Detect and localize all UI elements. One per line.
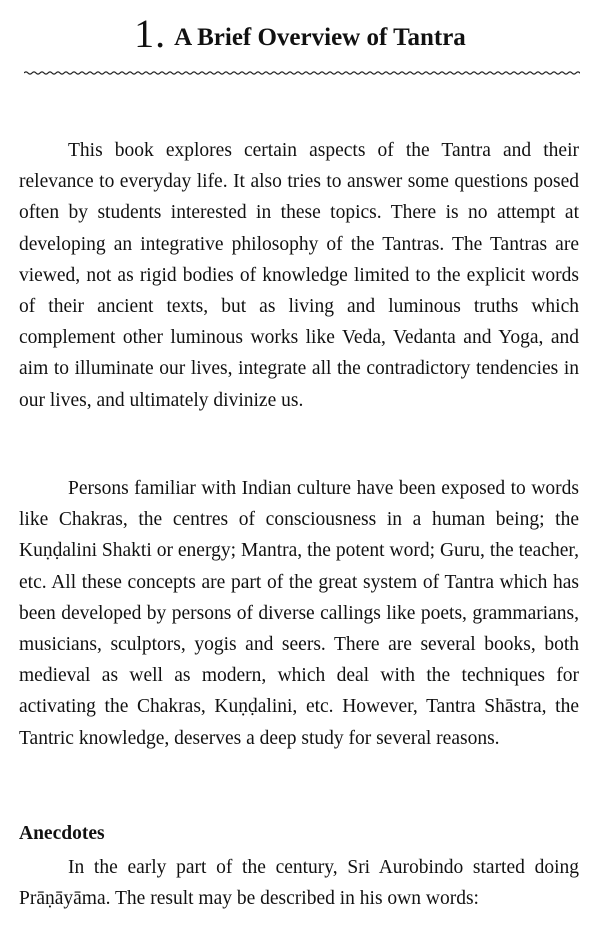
chapter-heading [0, 11, 600, 56]
wavy-divider [24, 66, 580, 80]
body-paragraph-1: This book explores certain aspects of the Tantra and their relevance to everyday life. It also tries to answer some questions posed often by students interested in these topics. There is no attempt at developing an integrative philosophy of the Tantras. The Tantras are viewed, not as rigid bodies of knowledge limited to the explicit words of their ancient texts, but as living and luminous truths which complement other luminous works like Veda, Vedanta and Yoga, and aim to illuminate our lives, integrate all the contradictory tendencies in our lives, and ultimately divinize us. [19, 140, 579, 411]
section-paragraph: In the early part of the century, Sri Aurobindo started doing Prāṇāyāma. The result may be described in his own words: [19, 857, 579, 910]
body-paragraph-2: Persons familiar with Indian culture have been exposed to words like Chakras, the centres of consciousness in a human being; the Kuṇḍalini Shakti or energy; Mantra, the potent word; Guru, the teacher, etc. All these concepts are part of the great system of Tantra which has been developed by persons of diverse callings like poets, grammarians, musicians, sculptors, yogis and seers. There are several books, both medieval as well as modern, which deal with the techniques for activating the Chakras, Kuṇḍalini, etc. However, Tantra Shāstra, the Tantric knowledge, deserves a deep study for several reasons. [19, 478, 579, 749]
section-heading-anecdotes: Anecdotes [19, 823, 105, 844]
chapter-number: 1. [134, 11, 167, 56]
chapter-title: A Brief Overview of Tantra [174, 24, 466, 51]
